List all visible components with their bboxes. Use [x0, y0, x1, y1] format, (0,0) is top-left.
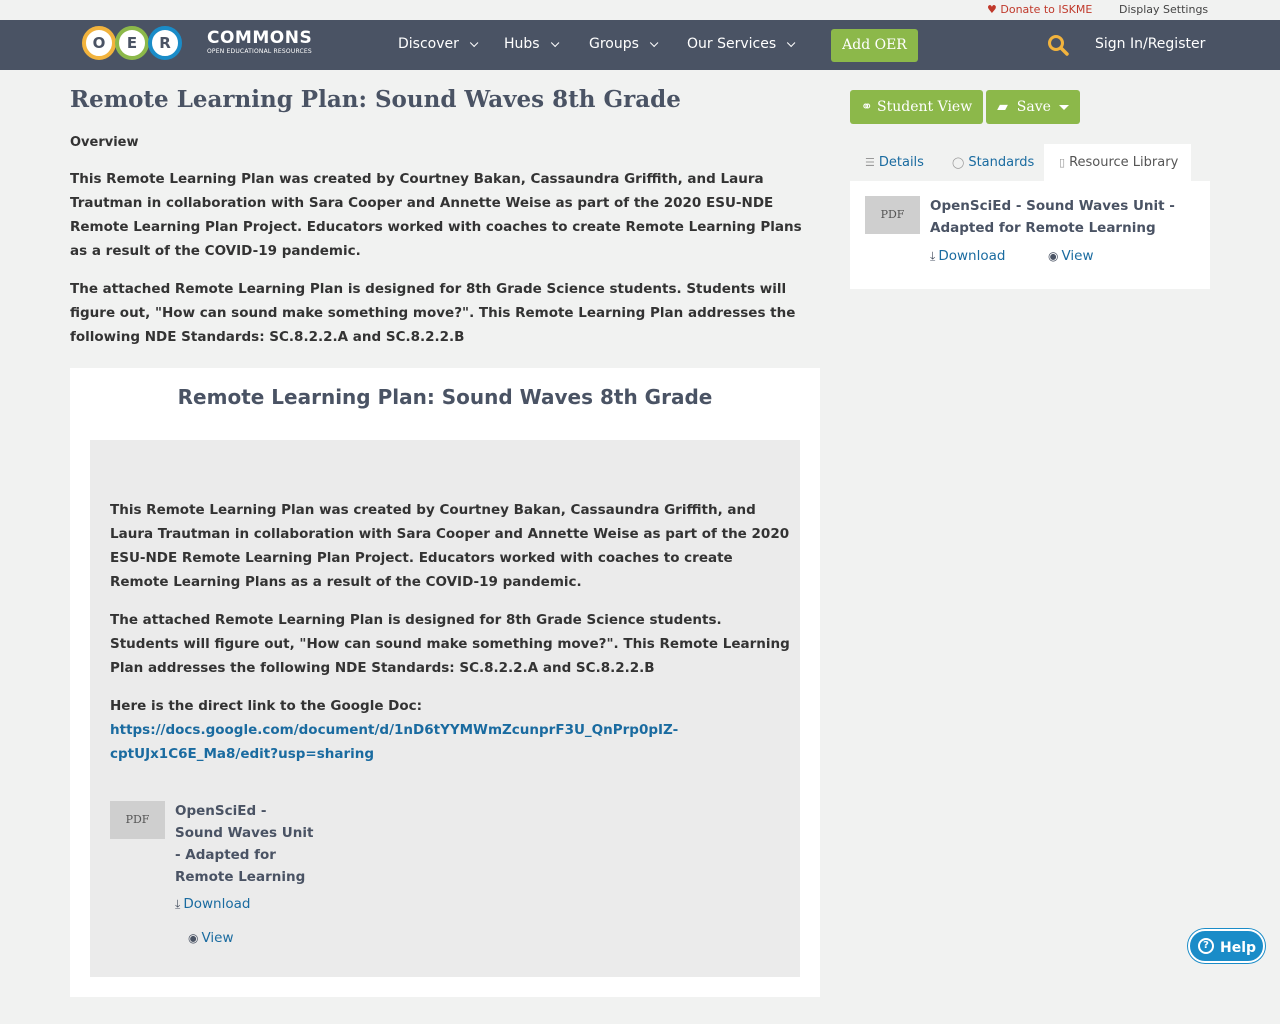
- oer-commons-logo[interactable]: [82, 26, 313, 64]
- list-icon: ☰: [865, 156, 875, 169]
- nav-discover[interactable]: [398, 36, 475, 52]
- save-label: Save: [1016, 99, 1051, 115]
- caret-down-icon: [1059, 105, 1069, 110]
- resource-title[interactable]: OpenSciEd - Sound Waves Unit - Adapted for Remote Learning: [930, 198, 1175, 236]
- save-button[interactable]: [986, 90, 1080, 124]
- nav-hubs[interactable]: [504, 36, 556, 52]
- card-title: Remote Learning Plan: Sound Waves 8th Grade: [177, 385, 713, 409]
- overview-paragraph-1: This Remote Learning Plan was created by Courtney Bakan, Cassaundra Griffith, and Laura Trautman in collaboration with Sara Cooper and Annette Weise as part of the 2020 ESU-NDE Remote Learning Plan Project. Educators worked with coaches to create Remote Learning Plans as a result of the COVID-19 pandemic.: [70, 171, 802, 259]
- card-content: [90, 440, 800, 977]
- search-icon[interactable]: [1047, 34, 1069, 56]
- view-link[interactable]: [1048, 248, 1094, 264]
- link-icon: ⚭: [860, 99, 873, 115]
- resource-card: [70, 368, 820, 997]
- student-view-button[interactable]: [850, 90, 983, 124]
- eye-icon: ◉: [188, 931, 199, 945]
- card-paragraph-1: This Remote Learning Plan was created by Courtney Bakan, Cassaundra Griffith, and Laura Trautman in collaboration with Sara Cooper and Annette Weise as part of the 2020 ESU-NDE Remote Learning Plan Project. Educators worked with coaches to create Remote Learning Plans as a result of the COVID-19 pandemic.: [110, 502, 790, 590]
- logo-letter-o: O: [82, 26, 116, 60]
- chevron-down-icon: [550, 39, 558, 47]
- tab-standards[interactable]: [938, 144, 1044, 181]
- chevron-down-icon: [650, 39, 658, 47]
- display-settings-link[interactable]: Display Settings: [1119, 3, 1209, 16]
- folder-open-icon: ▰: [997, 99, 1008, 115]
- view-label: View: [201, 930, 234, 946]
- help-label: Help: [1220, 940, 1257, 956]
- logo-subtitle: OPEN EDUCATIONAL RESOURCES: [207, 48, 312, 55]
- overview-paragraph-2: The attached Remote Learning Plan is designed for 8th Grade Science students. Students will figure out, "How can sound make something move?". This Remote Learning Plan addresses the following NDE Standards: SC.8.2.2.A and SC.8.2.2.B: [70, 281, 796, 345]
- logo-letter-r: R: [148, 26, 182, 60]
- download-icon: ⤓: [175, 897, 181, 911]
- main-nav: [0, 20, 1280, 70]
- card-paragraph-2: The attached Remote Learning Plan is designed for 8th Grade Science students. Students will figure out, "How can sound make something move?". This Remote Learning Plan addresses the following NDE Standards: SC.8.2.2.A and SC.8.2.2.B: [110, 612, 790, 676]
- eye-icon: ◉: [1048, 249, 1059, 263]
- nav-groups-label: Groups: [589, 36, 639, 52]
- circle-icon: ◯: [952, 156, 965, 169]
- card-link-paragraph: [110, 694, 710, 766]
- pdf-thumbnail[interactable]: PDF: [110, 801, 165, 839]
- tab-details-label: Details: [878, 155, 924, 170]
- google-doc-link[interactable]: https://docs.google.com/document/d/1nD6tYYMWmZcunprF3U_QnPrp0pIZ-cptUJx1C6E_Ma8/edit?usp=sharing: [110, 722, 679, 762]
- download-label: Download: [938, 248, 1006, 264]
- logo-letter-e: E: [115, 26, 149, 60]
- pdf-thumbnail[interactable]: PDF: [865, 196, 920, 234]
- donate-link[interactable]: [987, 3, 1092, 16]
- utility-bar: [0, 0, 1280, 20]
- chevron-down-icon: [787, 39, 795, 47]
- nav-our-services[interactable]: [687, 36, 792, 52]
- tab-details[interactable]: [850, 144, 938, 181]
- question-icon: ?: [1198, 938, 1214, 954]
- nav-hubs-label: Hubs: [504, 36, 540, 52]
- tab-standards-label: Standards: [968, 155, 1035, 170]
- donate-label: Donate to ISKME: [1000, 3, 1093, 16]
- sign-in-register-link[interactable]: Sign In/Register: [1095, 36, 1206, 52]
- tab-resource-library[interactable]: [1044, 144, 1191, 181]
- overview-heading: Overview: [70, 135, 139, 150]
- tab-resource-library-label: Resource Library: [1069, 155, 1179, 170]
- nav-our-services-label: Our Services: [687, 36, 777, 52]
- download-link[interactable]: [930, 248, 1005, 264]
- download-label: Download: [183, 896, 251, 912]
- page-title: Remote Learning Plan: Sound Waves 8th Grade: [70, 86, 681, 113]
- help-button[interactable]: [1188, 929, 1265, 963]
- view-link[interactable]: [188, 930, 234, 946]
- logo-text: COMMONS: [207, 28, 313, 48]
- heart-icon: ♥: [987, 3, 997, 16]
- link-intro: Here is the direct link to the Google Doc:: [110, 698, 423, 714]
- view-label: View: [1061, 248, 1094, 264]
- add-oer-button[interactable]: Add OER: [831, 29, 918, 62]
- nav-discover-label: Discover: [398, 36, 459, 52]
- chevron-down-icon: [470, 39, 478, 47]
- resource-title[interactable]: OpenSciEd - Sound Waves Unit - Adapted for Remote Learning: [175, 803, 314, 885]
- nav-groups[interactable]: [589, 36, 655, 52]
- book-icon: ▯: [1059, 156, 1066, 169]
- resource-library-panel: [850, 181, 1210, 289]
- download-icon: ⤓: [930, 249, 936, 263]
- download-link[interactable]: [175, 896, 250, 912]
- student-view-label: Student View: [877, 99, 973, 115]
